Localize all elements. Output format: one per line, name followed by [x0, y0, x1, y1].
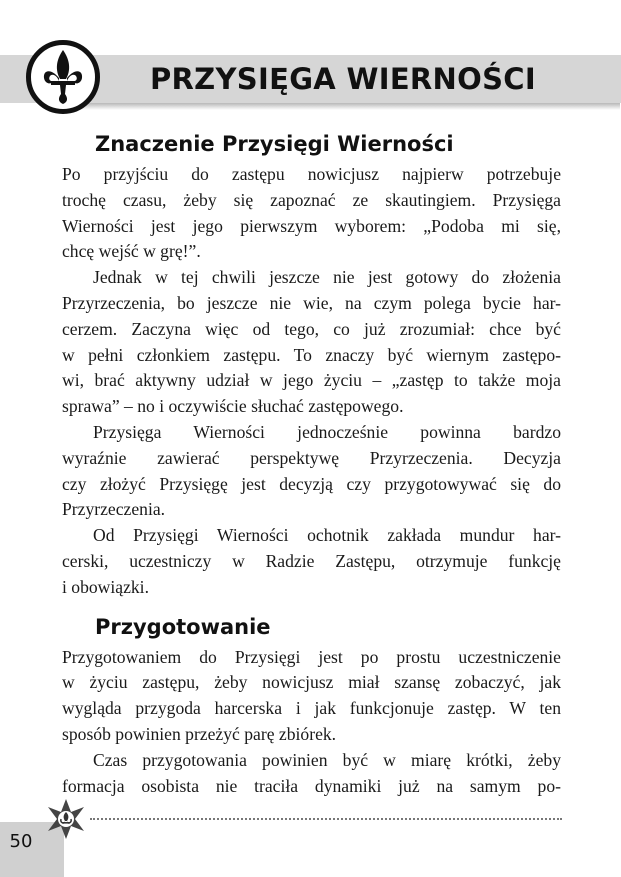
- cross-fleur-icon: [44, 797, 88, 841]
- paragraph-line: wyraźnie zawierać perspektywę Przyrzeczenia. Decyzja: [62, 447, 561, 468]
- paragraph-line: Czas przygotowania powinien być w miarę krótki, żeby: [93, 749, 561, 770]
- paragraph-line: trochę czasu, żeby się zapoznać ze skautingiem. Przysięga: [62, 189, 561, 210]
- paragraph-line: czy złożyć Przysięgę jest decyzją czy przygotowywać się do: [62, 473, 561, 494]
- paragraph-line: w pełni członkiem zastępu. To znaczy być wiernym zastępo-: [62, 344, 561, 365]
- paragraph-line: cerzem. Zaczyna więc od tego, co już zrozumiał: chce być: [62, 318, 561, 339]
- paragraph-line: cerski, uczestniczy w Radzie Zastępu, otrzymuje funkcję: [62, 550, 561, 571]
- chapter-title: PRZYSIĘGA WIERNOŚCI: [150, 62, 536, 96]
- paragraph-line: chcę wejść w grę!”.: [62, 241, 201, 262]
- section-heading-meaning: Znaczenie Przysięgi Wierności: [95, 132, 454, 156]
- fleur-de-lis-icon: [41, 48, 85, 106]
- article-body: [62, 126, 561, 799]
- paragraph-line: Po przyjściu do zastępu nowicjusz najpierw potrzebuje: [62, 164, 561, 184]
- paragraph-line: w życiu zastępu, żeby nowicjusz miał szansę zobaczyć, jak: [62, 672, 561, 693]
- paragraph-line: Przygotowaniem do Przysięgi jest po prostu uczestniczenie: [62, 646, 561, 667]
- paragraph-line: i obowiązki.: [62, 576, 149, 597]
- paragraph-line: Od Przysięgi Wierności ochotnik zakłada mundur har-: [93, 525, 561, 546]
- paragraph-line: Jednak w tej chwili jeszcze nie jest gotowy do złożenia: [93, 267, 561, 288]
- paragraph-line: wi, brać aktywny udział w jego życiu – „zastęp to także moja: [62, 370, 561, 391]
- paragraph-line: sprawa” – no i oczywiście słuchać zastępowego.: [62, 396, 404, 417]
- chapter-header-shadow: [60, 103, 620, 110]
- footer-dotted-rule: [90, 818, 562, 820]
- paragraph-line: Przysięga Wierności jednocześnie powinna bardzo: [93, 421, 561, 442]
- section-heading-preparation: Przygotowanie: [95, 614, 271, 639]
- paragraph-line: Przyrzeczenia, bo jeszcze nie wie, na czym polega bycie har-: [62, 292, 561, 313]
- paragraph-line: wygląda przygoda harcerska i jak funkcjonuje zastęp. W ten: [62, 698, 561, 719]
- paragraph-line: Przyrzeczenia.: [62, 499, 166, 520]
- page-number: 50: [9, 831, 33, 852]
- chapter-emblem: [26, 40, 100, 114]
- paragraph-line: formacja osobista nie traciła dynamiki już na samym po-: [62, 775, 561, 796]
- paragraph-line: Wierności jest jego pierwszym wyborem: „Podoba mi się,: [62, 215, 561, 236]
- paragraph-line: sposób powinien przeżyć parę zbiórek.: [62, 723, 337, 744]
